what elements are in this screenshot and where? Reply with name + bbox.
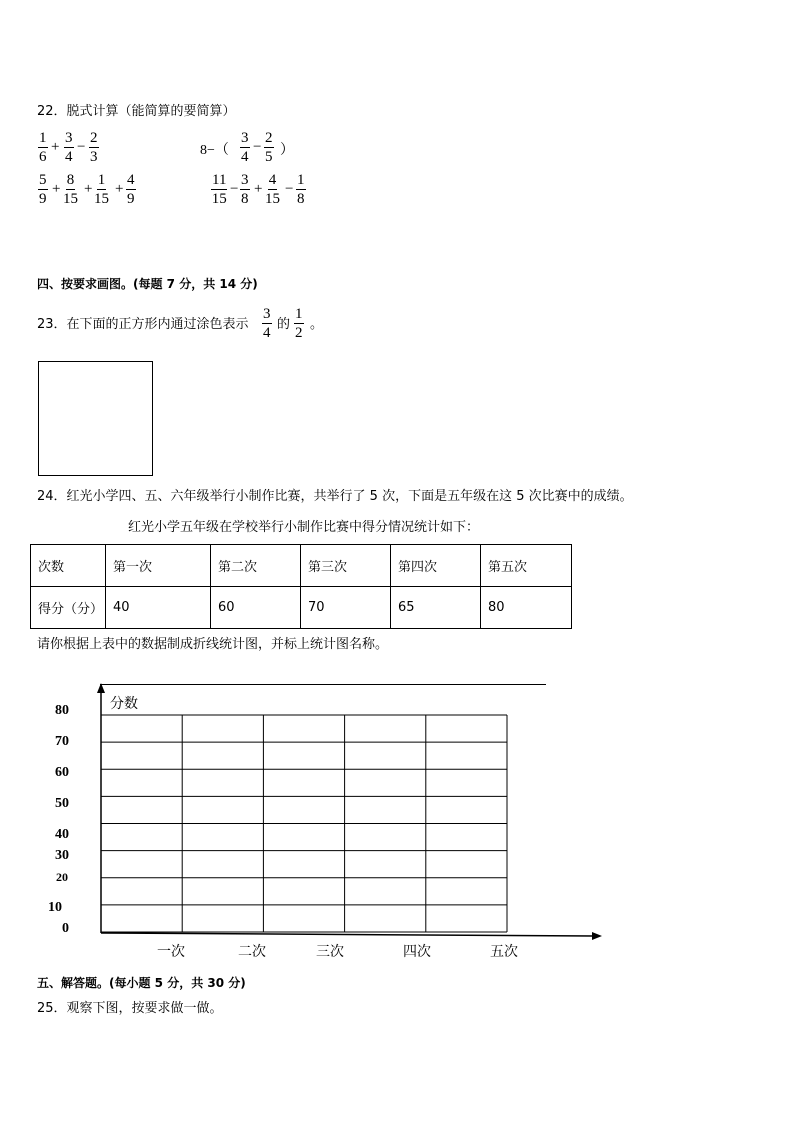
- table-cell: 得分（分）: [31, 587, 106, 629]
- operator: −: [285, 181, 294, 197]
- x-tick-label: 四次: [403, 944, 431, 960]
- fraction: $\frac{2}{5}$: [265, 130, 273, 165]
- y-tick-label: 30: [55, 848, 69, 863]
- table-cell: 80: [481, 587, 572, 629]
- table-cell: 第二次: [211, 545, 301, 587]
- fraction: $\frac{1}{8}$: [297, 172, 305, 207]
- operator: −: [77, 139, 86, 155]
- table-cell: 次数: [31, 545, 106, 587]
- operator: 8−（: [200, 143, 229, 158]
- table-cell: 65: [391, 587, 481, 629]
- y-tick-label: 80: [55, 703, 69, 718]
- y-tick-label: 0: [62, 921, 69, 936]
- table-cell: 第五次: [481, 545, 572, 587]
- q22-title: 22．脱式计算（能简算的要简算）: [37, 104, 236, 119]
- q24-text: 24．红光小学四、五、六年级举行小制作比赛，共举行了 5 次，下面是五年级在这 5 次比赛中的成绩。: [37, 489, 633, 504]
- operator: +: [51, 139, 60, 155]
- q23-text: 23．在下面的正方形内通过涂色表示: [37, 317, 249, 332]
- operator: +: [254, 181, 263, 197]
- y-tick-label: 40: [55, 827, 69, 842]
- fraction: $\frac{3}{8}$: [241, 172, 249, 207]
- y-tick-label: 60: [55, 765, 69, 780]
- table-cell: 第一次: [106, 545, 211, 587]
- table-cell: 40: [106, 587, 211, 629]
- x-tick-label: 二次: [238, 944, 266, 960]
- table-cell: 第三次: [301, 545, 391, 587]
- y-axis-arrow-icon: [97, 683, 105, 693]
- fraction: $\frac{1}{6}$: [39, 130, 47, 165]
- y-axis-label: 分数: [110, 696, 138, 712]
- x-axis-arrow-icon: [592, 932, 602, 940]
- fraction: $\frac{4}{15}$: [265, 172, 280, 207]
- fraction: $\frac{3}{4}$: [241, 130, 249, 165]
- operator: +: [115, 181, 124, 197]
- table-cell: 第四次: [391, 545, 481, 587]
- fraction: $\frac{5}{9}$: [39, 172, 47, 207]
- fraction: $\frac{1}{15}$: [94, 172, 109, 207]
- x-tick-label: 三次: [316, 944, 344, 960]
- x-tick-label: 一次: [157, 944, 185, 960]
- y-tick-label: 50: [55, 796, 69, 811]
- q24-instruction: 请你根据上表中的数据制成折线统计图，并标上统计图名称。: [37, 637, 389, 652]
- section-heading-5: 五、解答题。(每小题 5 分，共 30 分): [37, 976, 246, 990]
- q23-text: 的: [277, 317, 291, 332]
- operator: −: [253, 139, 262, 155]
- operator: ）: [280, 143, 294, 158]
- table-cell: 70: [301, 587, 391, 629]
- y-tick-label: 20: [56, 870, 68, 884]
- x-tick-label: 五次: [490, 944, 518, 960]
- x-axis: [101, 933, 594, 936]
- y-tick-label: 70: [55, 734, 69, 749]
- y-tick-label: 10: [48, 900, 62, 915]
- fraction: $\frac{4}{9}$: [127, 172, 135, 207]
- table-cell: 60: [211, 587, 301, 629]
- operator: −: [230, 181, 239, 197]
- operator: +: [52, 181, 61, 197]
- fraction: $\frac{3}{4}$: [263, 306, 271, 341]
- operator: +: [84, 181, 93, 197]
- section-heading-4: 四、按要求画图。(每题 7 分，共 14 分): [37, 277, 258, 291]
- q23-text: 。: [310, 317, 324, 332]
- fraction: $\frac{2}{3}$: [90, 130, 98, 165]
- fraction: $\frac{8}{15}$: [63, 172, 78, 207]
- table-title: 红光小学五年级在学校举行小制作比赛中得分情况统计如下：: [128, 520, 480, 535]
- fraction: $\frac{1}{2}$: [295, 306, 303, 341]
- q25-text: 25．观察下图，按要求做一做。: [37, 1001, 223, 1016]
- fraction: $\frac{3}{4}$: [65, 130, 73, 165]
- fraction: $\frac{11}{15}$: [211, 172, 227, 207]
